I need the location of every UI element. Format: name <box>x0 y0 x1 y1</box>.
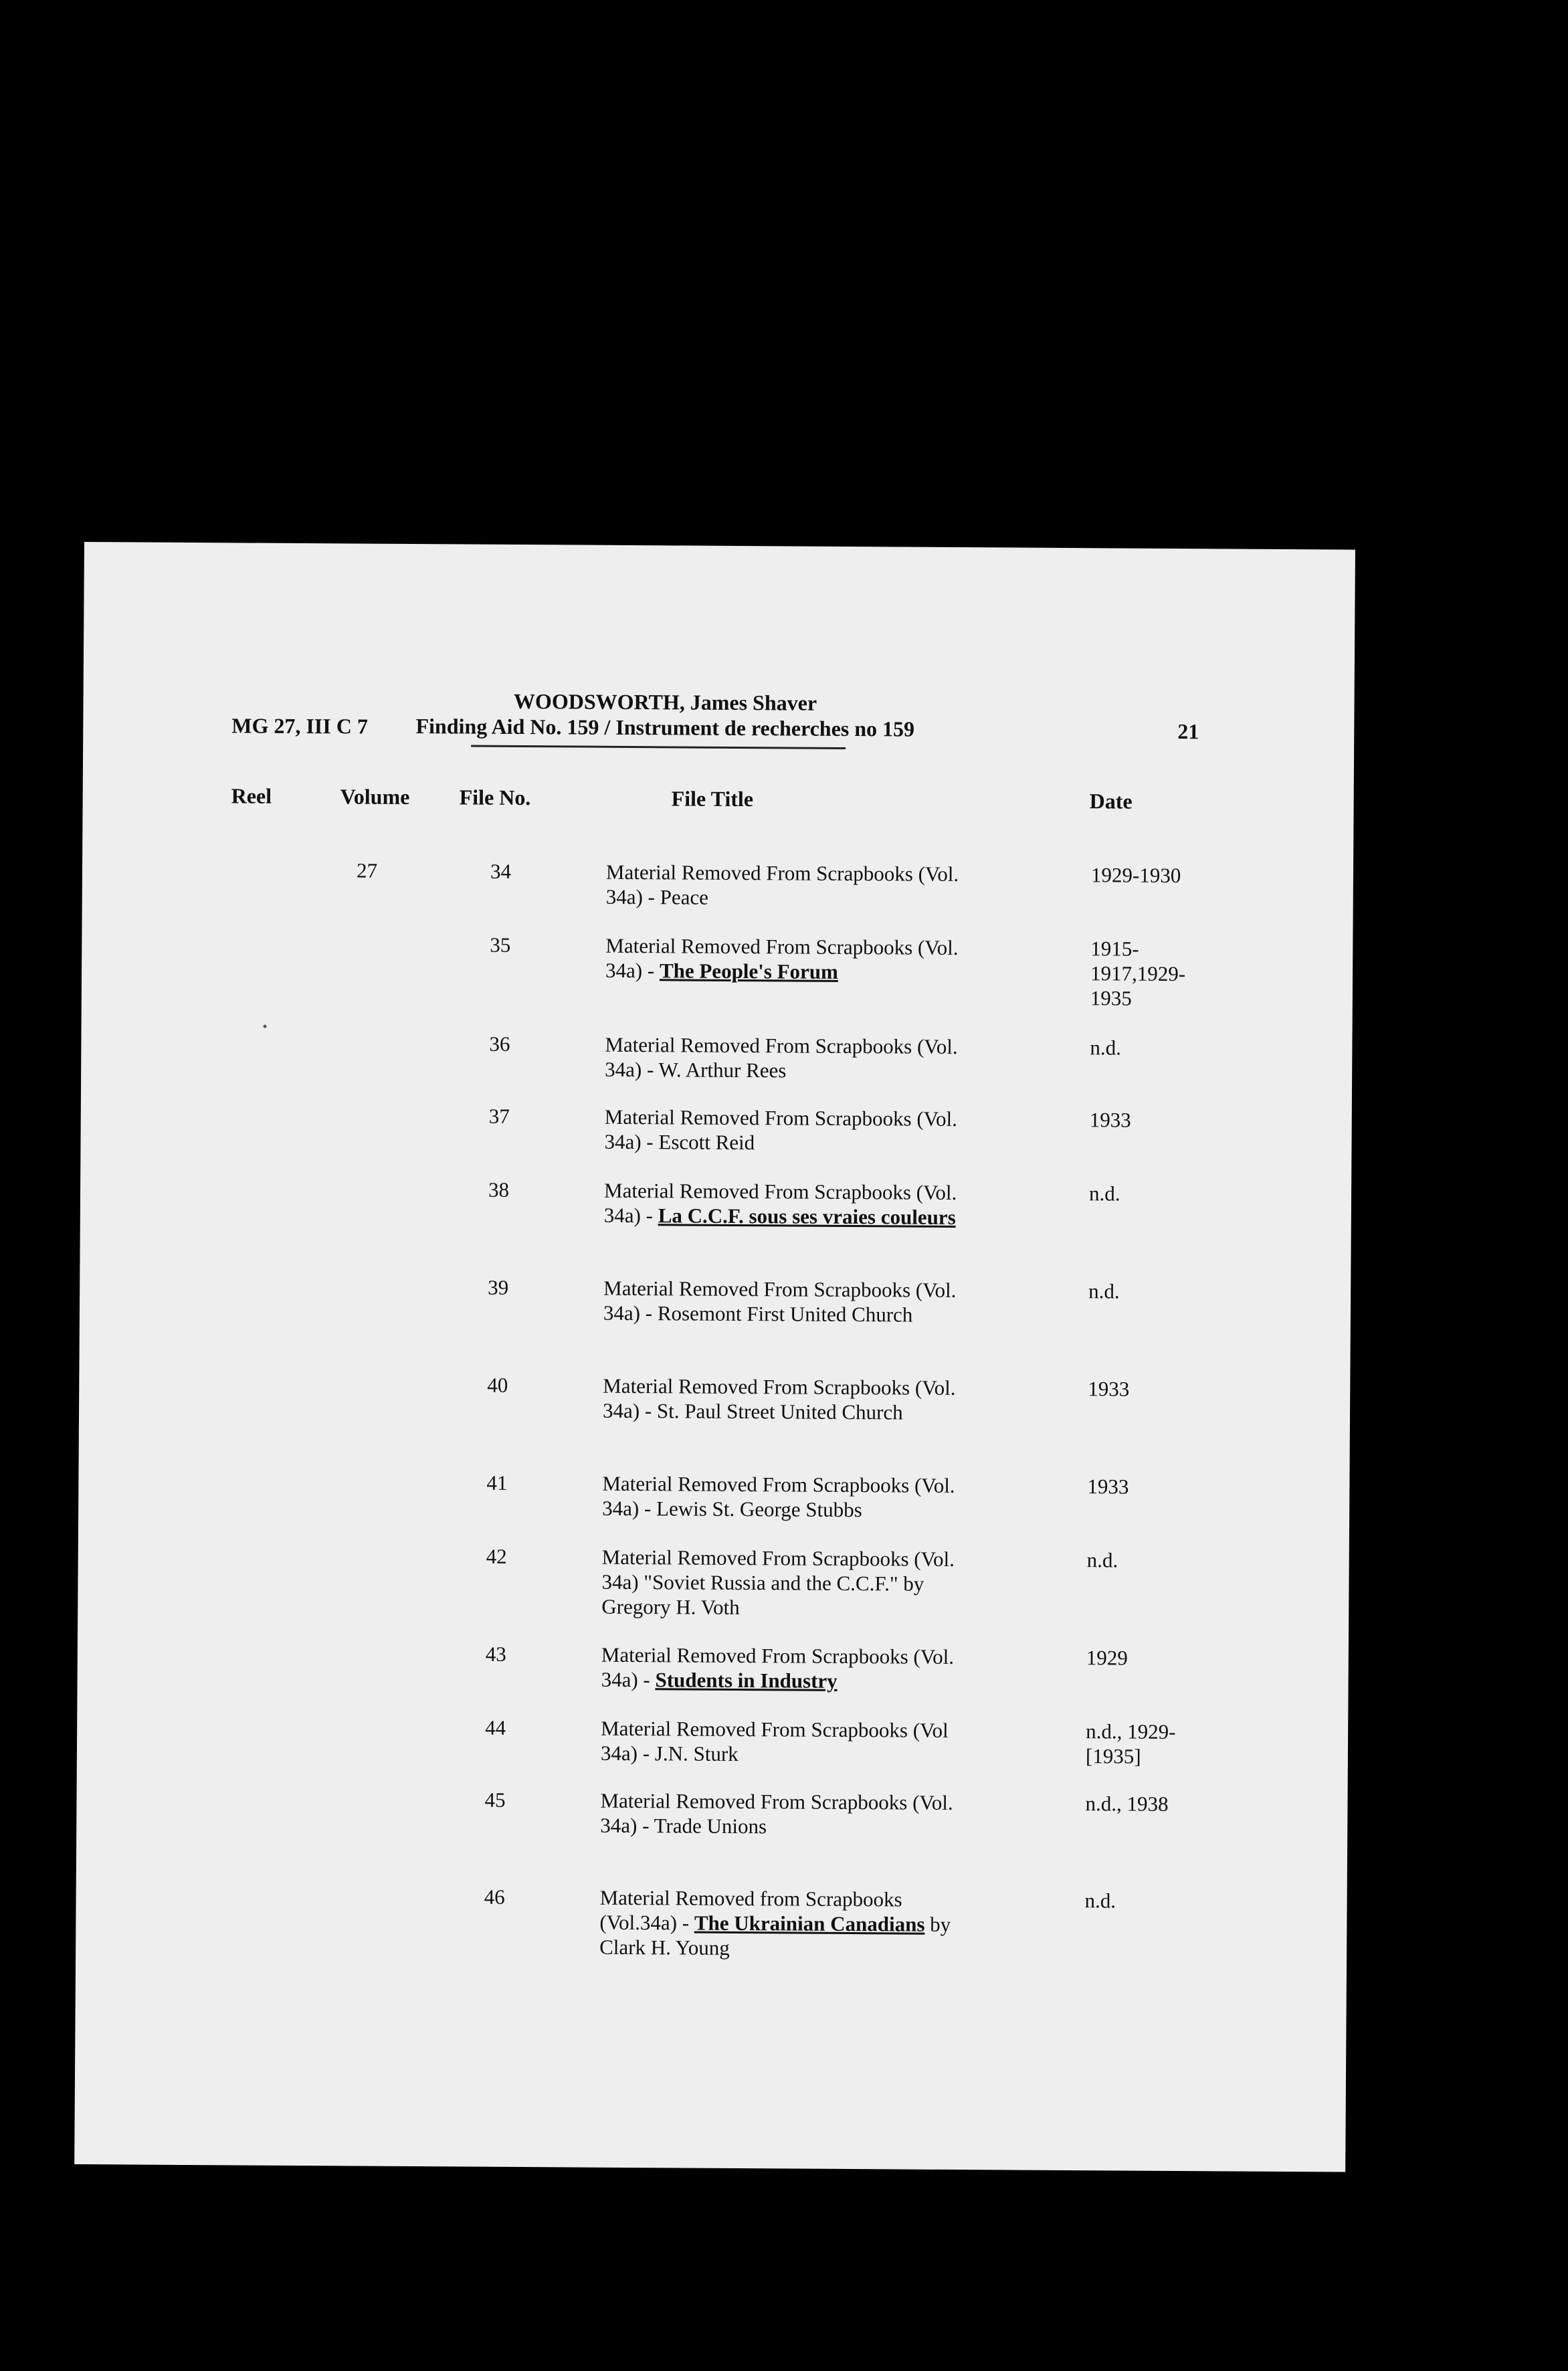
table-row <box>80 1175 1351 1229</box>
date-cell: n.d. <box>1084 1889 1116 1913</box>
file-title-cell <box>603 1276 978 1327</box>
table-row <box>80 1272 1351 1327</box>
document-page <box>74 542 1355 2172</box>
file-title-cell <box>603 1373 977 1425</box>
date-cell: n.d. <box>1088 1181 1120 1206</box>
file-title-text: Material Removed From Scrapbooks (Vol. 34a) - <box>603 1276 957 1325</box>
page-number: 21 <box>1177 719 1199 744</box>
file-number-cell: 41 <box>486 1471 508 1495</box>
table-row <box>79 1370 1350 1424</box>
file-title-cell <box>602 1471 977 1523</box>
file-number-cell: 45 <box>484 1788 506 1812</box>
file-number-cell: 39 <box>488 1275 509 1299</box>
reference-code: MG 27, III C 7 <box>231 713 368 739</box>
file-title-underlined: La C.C.F. sous ses vraies couleurs <box>658 1204 956 1229</box>
date-cell: 1929-1930 <box>1090 863 1181 888</box>
file-title-cell <box>601 1545 977 1621</box>
file-number-cell: 43 <box>485 1642 506 1666</box>
file-number-cell: 46 <box>484 1885 505 1909</box>
header-divider <box>471 745 846 749</box>
file-title-suffix: Rosemont First United Church <box>657 1301 913 1327</box>
file-title-text: Material Removed From Scrapbooks (Vol. 34a) - <box>604 1105 958 1154</box>
table-row <box>79 1468 1350 1522</box>
file-title-text: Material Removed from Scrapbooks (Vol.34a) - <box>599 1885 902 1935</box>
file-title-cell <box>601 1642 976 1694</box>
volume-cell: 27 <box>356 858 378 882</box>
file-title-cell <box>600 1788 975 1840</box>
date-cell: n.d., 1938 <box>1085 1792 1169 1816</box>
file-title-suffix: St. Paul Street United Church <box>656 1399 903 1424</box>
table-row <box>77 1785 1348 1838</box>
file-title-text: Material Removed From Scrapbooks (Vol. 34a) - <box>601 1642 955 1692</box>
file-title-cell <box>605 1032 979 1084</box>
column-header-date: Date <box>1089 789 1133 814</box>
date-cell: 1915-1917,1929-1935 <box>1090 937 1186 1010</box>
file-title-text: Material Removed From Scrapbooks (Vol. 34a) - <box>603 1178 957 1228</box>
file-title-suffix: J.N. Sturk <box>654 1741 739 1766</box>
file-title-text: Material Removed From Scrapbooks (Vol. 34a) - <box>605 933 959 983</box>
file-title-cell <box>604 1178 979 1230</box>
file-title-cell <box>599 1885 975 1962</box>
file-number-cell: 38 <box>488 1177 510 1202</box>
file-number-cell: 35 <box>490 933 511 957</box>
table-row <box>82 1029 1353 1082</box>
file-title-suffix: "Soviet Russia and the C.C.F." by Gregory H. Voth <box>601 1570 924 1620</box>
file-title-suffix: by Clark H. Young <box>599 1912 951 1960</box>
file-title-cell <box>604 1105 979 1156</box>
file-title-text: Material Removed From Scrapbooks (Vol. 34a) - <box>602 1373 956 1423</box>
table-row <box>82 856 1353 909</box>
file-title-text: Material Removed From Scrapbooks (Vol. 34a) - <box>605 1032 958 1082</box>
column-header-file-no: File No. <box>459 785 531 810</box>
table-row <box>78 1541 1349 1620</box>
column-header-reel: Reel <box>231 783 272 808</box>
file-title-cell <box>606 860 981 911</box>
table-row <box>76 1882 1347 1960</box>
scan-speck <box>264 1025 267 1028</box>
file-title-suffix: W. Arthur Rees <box>658 1058 787 1082</box>
file-title-cell <box>605 933 980 985</box>
date-cell: 1933 <box>1089 1108 1131 1132</box>
file-number-cell: 44 <box>485 1715 506 1739</box>
file-title-text: Material Removed From Scrapbooks (Vol 34a) - <box>600 1716 949 1766</box>
file-number-cell: 37 <box>488 1104 510 1128</box>
file-number-cell: 40 <box>487 1373 508 1397</box>
date-cell: 1933 <box>1087 1475 1129 1499</box>
file-title-underlined: The People's Forum <box>659 959 839 983</box>
fonds-name: WOODSWORTH, James Shaver <box>513 688 817 715</box>
date-cell: 1929 <box>1086 1646 1128 1670</box>
column-header-volume: Volume <box>340 784 410 809</box>
file-title-text: Material Removed From Scrapbooks (Vol. 34a) - <box>605 860 959 909</box>
file-title-text: Material Removed From Scrapbooks (Vol. 34a) - <box>602 1471 955 1521</box>
table-row <box>82 930 1353 1010</box>
file-number-cell: 34 <box>490 859 512 883</box>
file-title-cell <box>601 1716 975 1768</box>
date-cell: n.d. <box>1090 1036 1122 1060</box>
file-number-cell: 36 <box>489 1032 510 1056</box>
date-cell: n.d. <box>1086 1548 1118 1572</box>
table-row <box>78 1639 1349 1693</box>
file-title-text: Material Removed From Scrapbooks (Vol. 34a) - <box>600 1788 953 1838</box>
file-number-cell: 42 <box>486 1544 507 1568</box>
file-title-underlined: Students in Industry <box>655 1668 838 1693</box>
file-title-suffix: Lewis St. George Stubbs <box>656 1497 862 1522</box>
file-title-suffix: Trade Unions <box>654 1814 767 1838</box>
date-cell: n.d. <box>1088 1279 1120 1303</box>
page-header <box>364 688 966 742</box>
file-title-suffix: Peace <box>660 885 709 909</box>
file-title-suffix: Escott Reid <box>658 1130 755 1155</box>
file-title-text: Material Removed From Scrapbooks (Vol. 34a) <box>601 1545 955 1594</box>
date-cell: n.d., 1929-[1935] <box>1085 1719 1176 1768</box>
table-row <box>81 1101 1352 1155</box>
file-title-underlined: The Ukrainian Canadians <box>694 1911 925 1936</box>
table-row <box>77 1713 1348 1768</box>
date-cell: 1933 <box>1088 1377 1130 1401</box>
column-header-file-title: File Title <box>671 786 754 812</box>
finding-aid-title: Finding Aid No. 159 / Instrument de recherches no 159 <box>415 714 915 741</box>
